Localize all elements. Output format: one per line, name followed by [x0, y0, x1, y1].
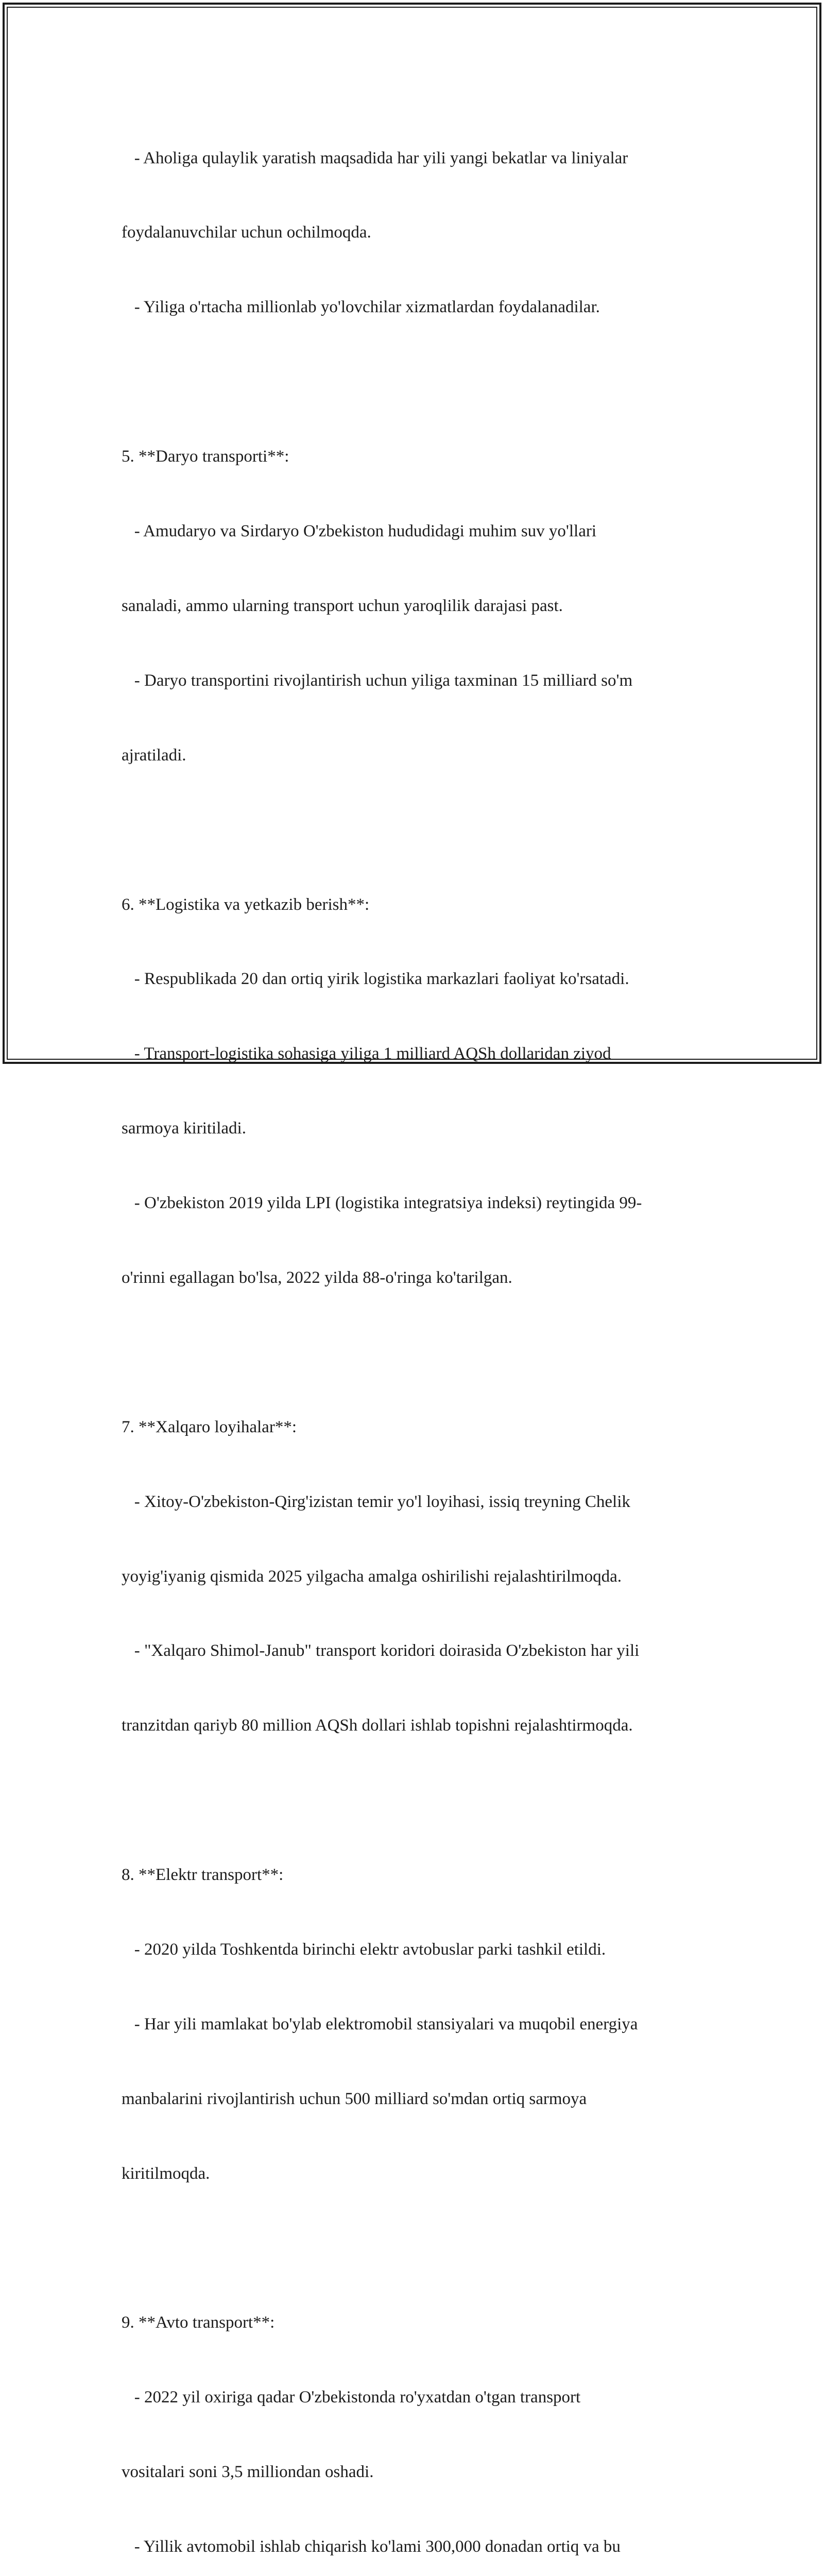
section-heading: 9. **Avto transport**:: [122, 2313, 275, 2332]
section-heading: 5. **Daryo transporti**:: [122, 447, 289, 466]
text-line: - Amudaryo va Sirdaryo O'zbekiston hududidagi muhim suv yo'llari: [122, 522, 597, 541]
blank-line: [122, 818, 714, 842]
blank-line: [122, 2236, 714, 2261]
text-line: - O'zbekiston 2019 yilda LPI (logistika integratsiya indeksi) reytingida 99-: [122, 1194, 642, 1213]
text-line: - Daryo transportini rivojlantirish uchun yiliga taxminan 15 milliard so'm: [122, 671, 633, 690]
text-line: - Yiliga o'rtacha millionlab yo'lovchilar xizmatlardan foydalanadilar.: [122, 298, 600, 317]
text-line: yoyig'iyanig qismida 2025 yilgacha amalga oshirilishi rejalashtirilmoqda.: [122, 1567, 622, 1586]
text-line: - Respublikada 20 dan ortiq yirik logistika markazlari faoliyat ko'rsatadi.: [122, 970, 629, 989]
text-line: - Transport-logistika sohasiga yiliga 1 milliard AQSh dollaridan ziyod: [122, 1044, 611, 1063]
blank-line: [122, 1788, 714, 1812]
text-line: - Har yili mamlakat bo'ylab elektromobil stansiyalari va muqobil energiya: [122, 2014, 638, 2033]
document-body: [122, 96, 714, 2576]
text-line: tranzitdan qariyb 80 million AQSh dollari ishlab topishni rejalashtirmoqda.: [122, 1716, 633, 1735]
text-line: - Yillik avtomobil ishlab chiqarish ko'lami 300,000 donadan ortiq va bu: [122, 2537, 621, 2556]
text-line: - "Xalqaro Shimol-Janub" transport koridori doirasida O'zbekiston har yili: [122, 1641, 640, 1660]
text-line: kiritilmoqda.: [122, 2164, 210, 2183]
text-line: - 2020 yilda Toshkentda birinchi elektr avtobuslar parki tashkil etildi.: [122, 1940, 606, 1959]
section-heading: 6. **Logistika va yetkazib berish**:: [122, 895, 370, 914]
text-line: sarmoya kiritiladi.: [122, 1119, 246, 1138]
text-line: ajratiladi.: [122, 745, 186, 765]
blank-line: [122, 369, 714, 394]
text-line: manbalarini rivojlantirish uchun 500 milliard so'mdan ortiq sarmoya: [122, 2089, 587, 2108]
blank-line: [122, 1340, 714, 1365]
text-line: - 2022 yil oxiriga qadar O'zbekistonda ro'yxatdan o'tgan transport: [122, 2388, 581, 2407]
text-line: sanaladi, ammo ularning transport uchun yaroqlilik darajasi past.: [122, 596, 563, 615]
section-heading: 8. **Elektr transport**:: [122, 1866, 284, 1885]
text-line: - Xitoy-O'zbekiston-Qirg'izistan temir yo'l loyihasi, issiq treyning Chelik: [122, 1492, 630, 1511]
text-line: foydalanuvchilar uchun ochilmoqda.: [122, 223, 371, 242]
text-line: vositalari soni 3,5 milliondan oshadi.: [122, 2463, 374, 2482]
text-line: o'rinni egallagan bo'lsa, 2022 yilda 88-o'ringa ko'tarilgan.: [122, 1268, 512, 1287]
text-line: - Aholiga qulaylik yaratish maqsadida har yili yangi bekatlar va liniyalar: [122, 148, 628, 167]
section-heading: 7. **Xalqaro loyihalar**:: [122, 1417, 297, 1436]
